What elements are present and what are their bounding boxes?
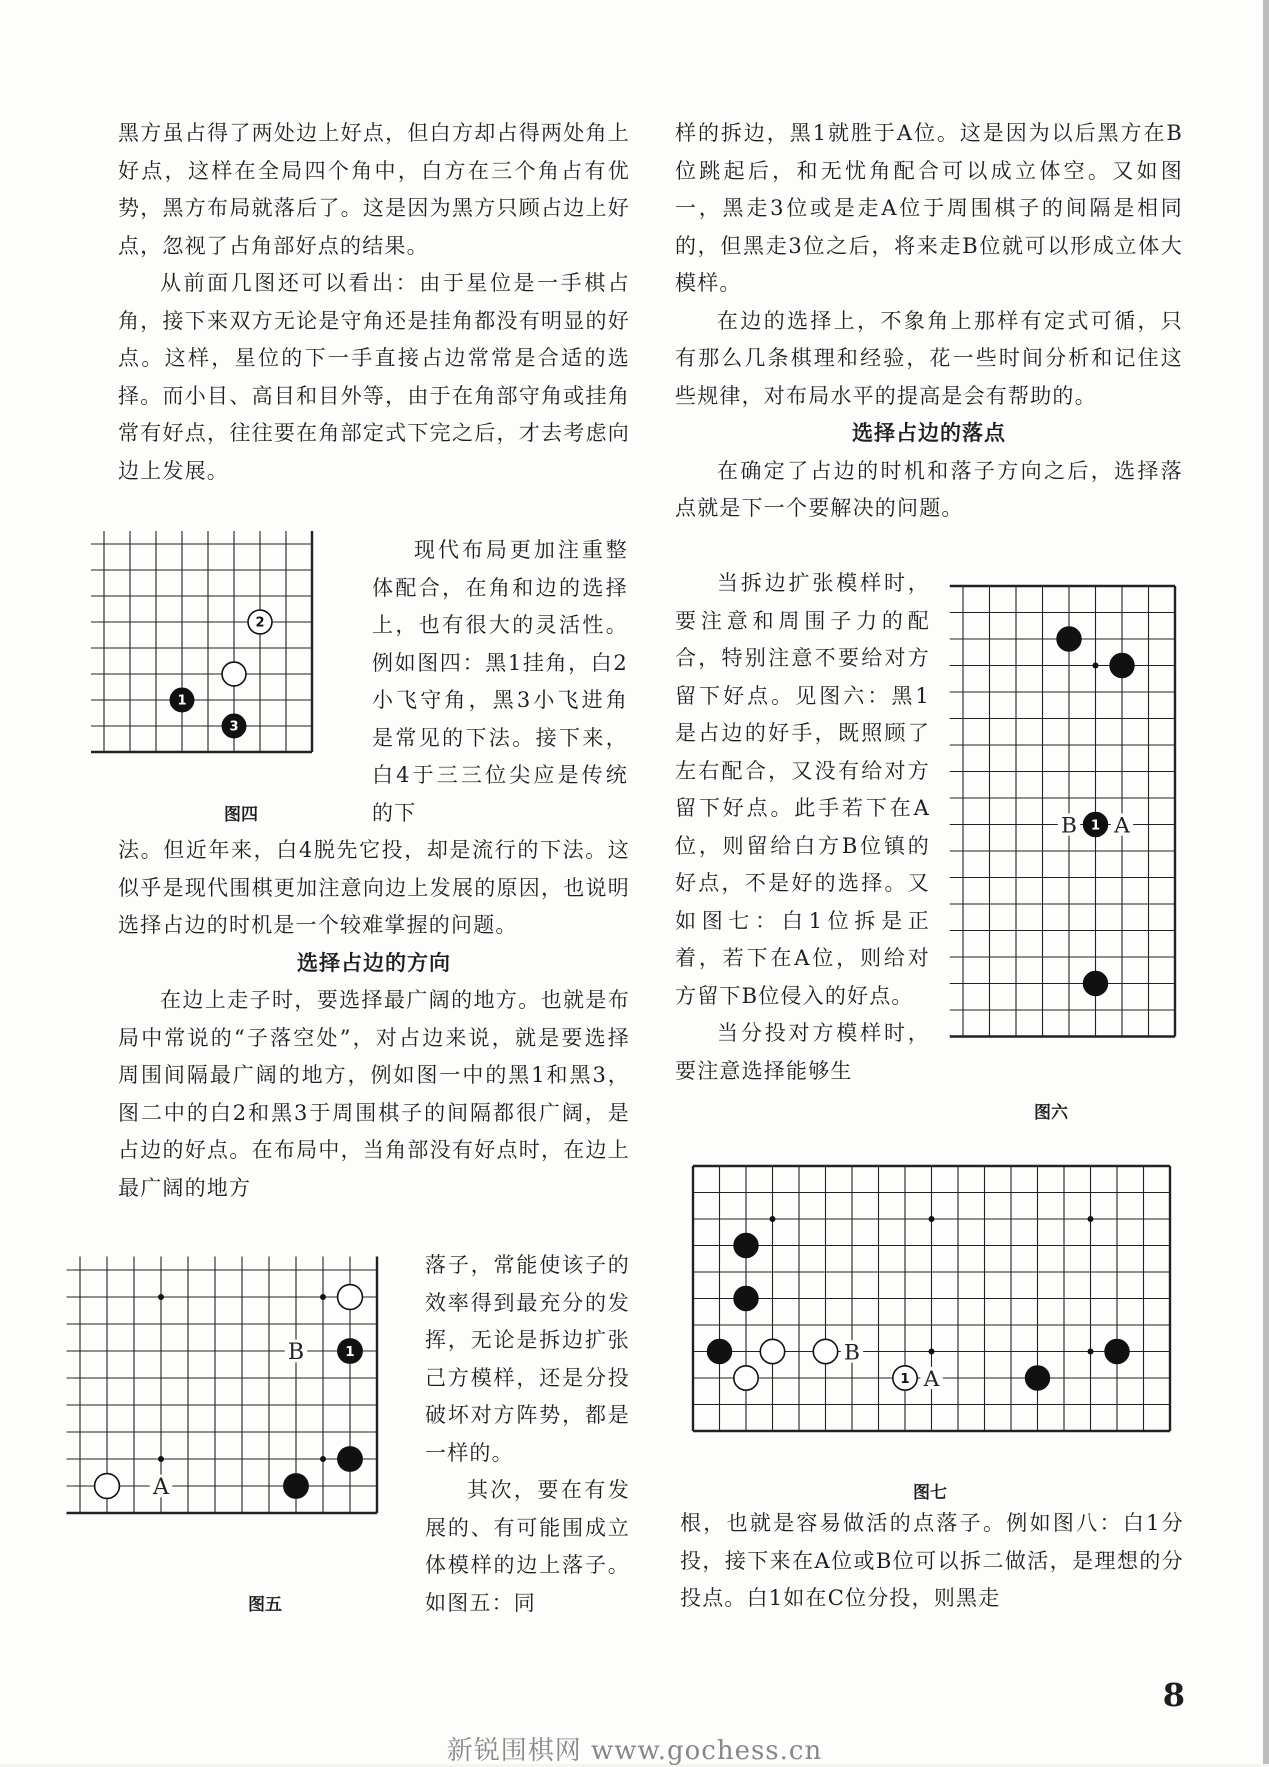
white-stone [222, 662, 246, 686]
text-beside-fig6: 当拆边扩张模样时，要注意和周围子力的配合，特别注意不要给对方留下好点。见图六：黑1是占边的好手，既照顾了左右配合，又没有给对方留下好点。此手若下在A位，则留给白方B位镇的好点，不是好的选择。又如图七：白1位拆是正着，若下在A位，则给对方留下B位侵入的好点。 当分投对方模样时，要注意选择能够生 [675, 571, 930, 1083]
position-mark: A [923, 1366, 940, 1392]
hoshi-point [1093, 663, 1099, 669]
hoshi-point [320, 1456, 326, 1462]
text-beside-fig5: 落子，常能使该子的效率得到最充分的发挥，无论是拆边扩张己方模样，还是分投破坏对方阵势，都是一样的。 其次，要在有发展的、有可能围成立体模样的边上落子。如图五：同 [425, 1253, 630, 1615]
hoshi-point [320, 1294, 326, 1300]
black-stone [734, 1233, 758, 1257]
hoshi-point [929, 1216, 935, 1222]
go-diagram-fig5 [80, 1260, 392, 1550]
black-stone [1105, 1339, 1129, 1363]
left-column-top [118, 115, 630, 490]
figure-caption: 图五 [248, 1595, 282, 1615]
black-stone [338, 1447, 363, 1472]
figure-caption: 图四 [224, 805, 258, 825]
paragraph: 从前面几图还可以看出：由于星位是一手棋占角，接下来双方无论是守角还是挂角都没有明显的好点。这样，星位的下一手直接占边常常是合适的选择。而小目、高目和目外等，由于在角部守角或挂角常有好点，往往要在角部定式下完之后，才去考虑向边上发展。 [118, 271, 630, 483]
black-stone [707, 1339, 731, 1363]
position-mark: B [1061, 813, 1077, 839]
text-beside-fig4: 现代布局更加注重整体配合，在角和边的选择上，也有很大的灵活性。例如图四：黑1挂角，白2小飞守角，黑3小飞进角是常见的下法。接下来，白4于三三位尖应是传统的下 [372, 538, 628, 825]
position-mark: A [1114, 813, 1130, 839]
hoshi-point [158, 1456, 164, 1462]
figure-caption: 图六 [1034, 1103, 1068, 1123]
black-stone [1057, 627, 1081, 651]
watermark-footer: 新锐围棋网 www.gochess.cn [446, 1736, 823, 1766]
black-stone [1110, 653, 1134, 677]
stone-number: 2 [255, 615, 265, 631]
paragraph: 黑方虽占得了两处边上好点，但白方却占得两处角上好点，这样在全局四个角中，白方在三个角占有优势，黑方布局就落后了。这是因为黑方只顾占边上好点，忽视了占角部好点的结果。 [118, 121, 630, 258]
text-after-fig4: 法。但近年来，白4脱先它投，却是流行的下法。这似乎是现代围棋更加注意向边上发展的原因，也说明选择占边的时机是一个较难掌握的问题。 选择占边的方向 在边上走子时，要选择最广阔的地方。也就是布局中常说的“子落空处”，对占边来说，就是要选择周围间隔最广阔的地方，例如图一中的黑1和黑3，图二中的白2和黑3于周围棋子的间隔都很广阔，是占边的好点。在布局中，当角部没有好点时，在边上最广阔的地方 [118, 838, 630, 1200]
hoshi-point [1088, 1349, 1094, 1355]
go-diagram-fig7 [693, 1163, 1178, 1446]
hoshi-point [929, 1349, 935, 1355]
white-stone [734, 1366, 758, 1390]
stone-number: 1 [177, 693, 187, 709]
position-mark: A [153, 1474, 169, 1501]
section-heading: 选择占边的方向 [297, 950, 451, 975]
go-diagram-fig6 [963, 586, 1188, 1066]
black-stone [1083, 971, 1107, 995]
stone-number: 1 [900, 1371, 910, 1387]
page-number: 8 [1162, 1676, 1185, 1714]
position-mark: B [844, 1340, 860, 1366]
hoshi-point [770, 1216, 776, 1222]
position-mark: B [287, 1339, 305, 1366]
black-stone [284, 1474, 309, 1499]
stone-number: 3 [229, 719, 239, 735]
figure-caption: 图七 [913, 1483, 947, 1503]
go-diagram-fig4 [104, 540, 344, 780]
white-stone [813, 1339, 837, 1363]
hoshi-point [158, 1294, 164, 1300]
text-after-fig7: 根，也就是容易做活的点落子。例如图八：白1分投，接下来在A位或B位可以拆二做活，是理想的分投点。白1如在C位分投，则黑走 [680, 1511, 1184, 1610]
white-stone [760, 1339, 784, 1363]
white-stone [338, 1285, 363, 1310]
stone-number: 1 [345, 1343, 355, 1360]
board-grid [91, 531, 312, 752]
board-grid [950, 586, 1175, 1037]
section-heading: 选择占边的落点 [852, 421, 1006, 445]
white-stone [95, 1474, 120, 1499]
black-stone [1025, 1366, 1049, 1390]
black-stone [734, 1286, 758, 1310]
hoshi-point [1088, 1216, 1094, 1222]
stone-number: 1 [1090, 818, 1101, 834]
right-column-top: 样的拆边，黑1就胜于A位。这是因为以后黑方在B位跳起后，和无忧角配合可以成立体空。又如图一，黑走3位或是走A位于周围棋子的间隔是相同的，但黑走3位之后，将来走B位就可以形成立体大模样。 在边的选择上，不象角上那样有定式可循，只有那么几条棋理和经验，花一些时间分析和记住这些规律，对布局水平的提高是会有帮助的。 选择占边的落点 在确定了占边的时机和落子方向之后，选择落点就是下一个要解决的问题。 [675, 121, 1183, 520]
